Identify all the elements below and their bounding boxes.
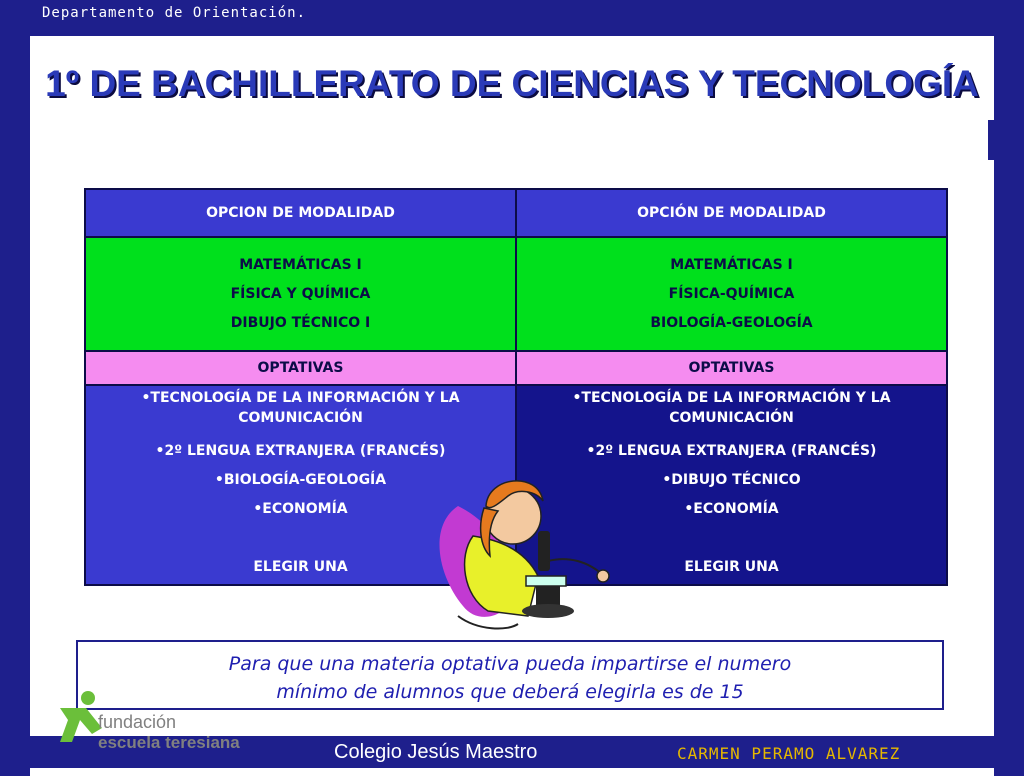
optativa-item: •TECNOLOGÍA DE LA INFORMACIÓN Y LA COMUNICACIÓN — [572, 390, 891, 426]
core-cell-right — [516, 237, 947, 351]
header-cell-left: OPCION DE MODALIDAD — [85, 189, 516, 237]
frame-right-edge — [994, 36, 1024, 776]
school-name: Colegio Jesús Maestro — [334, 741, 538, 763]
optativa-item: •BIOLOGÍA-GEOLOGÍA — [214, 472, 387, 488]
optativas-label-right: OPTATIVAS — [516, 351, 947, 385]
frame-notch — [988, 120, 996, 160]
logo-line-1: fundación — [98, 712, 177, 732]
core-cell-left — [85, 237, 516, 351]
note-line: Para que una materia optativa pueda impartirse el numero — [228, 653, 792, 675]
slide-title: 1º DE BACHILLERATO DE CIENCIAS Y TECNOLOGÍA — [45, 63, 979, 104]
table-row-core — [85, 237, 947, 351]
core-subject: MATEMÁTICAS I — [239, 256, 362, 273]
logo-line-2: escuela teresiana — [98, 733, 240, 752]
header-cell-right: OPCIÓN DE MODALIDAD — [516, 189, 947, 237]
optativa-item: •TECNOLOGÍA DE LA INFORMACIÓN Y LA COMUNICACIÓN — [141, 390, 460, 426]
optativa-item: •2º LENGUA EXTRANJERA (FRANCÉS) — [586, 443, 877, 459]
elegir-label: ELEGIR UNA — [684, 559, 779, 575]
table-row-optativas-label — [85, 351, 947, 385]
girl-microscope-clipart-icon — [418, 466, 610, 636]
elegir-label: ELEGIR UNA — [253, 559, 348, 575]
core-subject: BIOLOGÍA-GEOLOGÍA — [650, 314, 813, 331]
optativa-item: •ECONOMÍA — [684, 501, 779, 517]
department-label: Departamento de Orientación. — [42, 5, 307, 21]
optativa-item: •ECONOMÍA — [253, 501, 348, 517]
author-name: CARMEN PERAMO ALVAREZ — [677, 744, 901, 763]
note-line: mínimo de alumnos que deberá elegirla es de 15 — [276, 681, 744, 703]
core-subject: MATEMÁTICAS I — [670, 256, 793, 273]
frame-left-edge — [0, 36, 30, 776]
optativas-label-left: OPTATIVAS — [85, 351, 516, 385]
optativa-item: •2º LENGUA EXTRANJERA (FRANCÉS) — [155, 443, 446, 459]
core-subject: FÍSICA-QUÍMICA — [668, 285, 795, 302]
top-band — [0, 0, 1024, 36]
optativa-item: •DIBUJO TÉCNICO — [662, 472, 801, 488]
core-subject: FÍSICA Y QUÍMICA — [230, 285, 371, 302]
core-subject: DIBUJO TÉCNICO I — [230, 314, 371, 331]
table-row-headers — [85, 189, 947, 237]
